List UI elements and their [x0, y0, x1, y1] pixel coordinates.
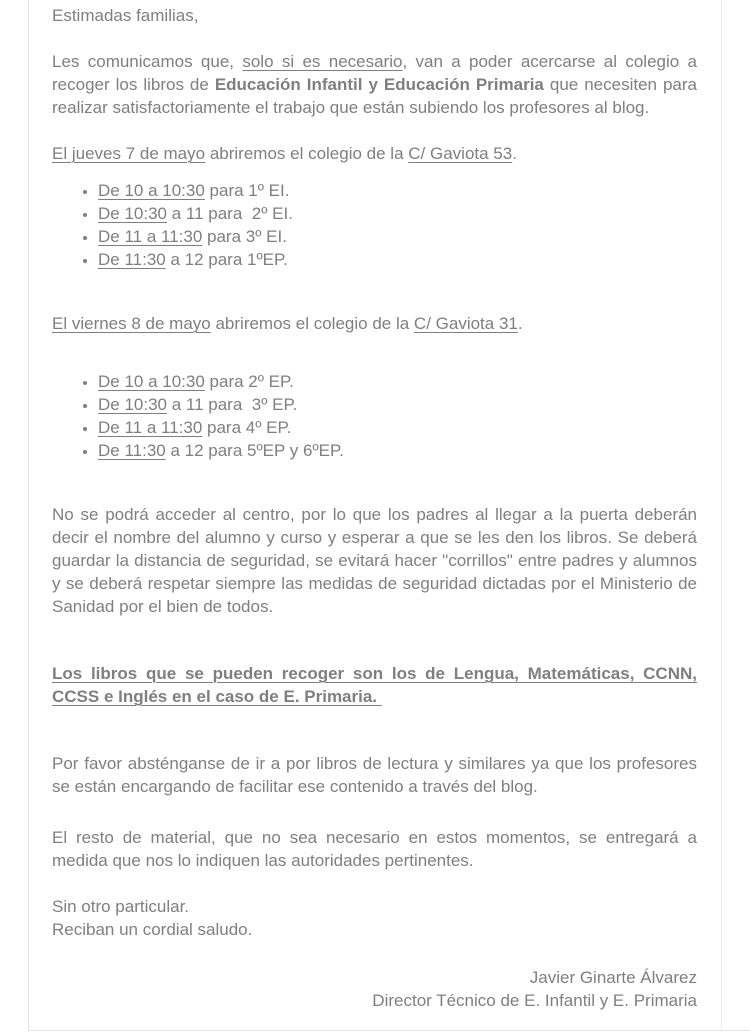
remaining-material-paragraph: El resto de material, que no sea necesario en estos momentos, se entregará a medida que nos lo indiquen las autoridades pertinentes.: [52, 828, 697, 870]
friday-heading: [52, 312, 697, 335]
time-range: De 11 a 11:30: [98, 418, 203, 437]
friday-period: .: [517, 314, 523, 333]
refrain-paragraph: Por favor absténganse de ir a por libros de lectura y similares ya que los profesores se están encargando de facilitar ese contenido a través del blog.: [52, 754, 697, 796]
closing-paragraph: [52, 895, 697, 941]
signature-title: Director Técnico de E. Infantil y E. Primaria: [372, 991, 697, 1010]
friday-date: El viernes 8 de mayo: [52, 314, 211, 333]
schedule-item: [98, 370, 697, 393]
item-text: para 3º EI.: [202, 227, 287, 246]
thursday-heading: [52, 142, 697, 165]
friday-schedule-list: [52, 370, 697, 462]
thursday-text: abriremos el colegio de la: [205, 144, 409, 163]
time-range: De 11 a 11:30: [98, 227, 203, 246]
intro-bold-education-stages: Educación Infantil y Educación Primaria: [214, 75, 544, 94]
thursday-date: El jueves 7 de mayo: [52, 144, 206, 163]
time-range: De 11:30: [98, 441, 166, 460]
item-text: para 1º EI.: [204, 181, 290, 200]
time-range: De 10 a 10:30: [98, 181, 205, 200]
item-text: a 12 para 1ºEP.: [165, 250, 288, 269]
schedule-item: [98, 248, 697, 271]
friday-address: C/ Gaviota 31: [413, 314, 518, 333]
time-range: De 10:30: [98, 395, 167, 414]
time-range: De 10 a 10:30: [98, 372, 205, 391]
item-text: a 11 para 2º EI.: [167, 204, 293, 223]
books-available-paragraph: Los libros que se pueden recoger son los de Lengua, Matemáticas, CCNN, CCSS e Inglés en el caso de E. Primaria.: [52, 664, 697, 706]
intro-underlined-condition: solo si es necesario: [242, 52, 403, 71]
item-text: para 2º EP.: [204, 372, 294, 391]
schedule-item: [98, 179, 697, 202]
intro-text-1: Les comunicamos que,: [52, 52, 243, 71]
thursday-schedule-list: [52, 179, 697, 271]
schedule-item: [98, 416, 697, 439]
signature-name: Javier Ginarte Álvarez: [529, 968, 697, 987]
schedule-item: [98, 202, 697, 225]
thursday-period: .: [512, 144, 517, 163]
letter-content: [28, 0, 722, 1030]
intro-text-2: , van a poder acercarse al colegio a recoger los libros de: [52, 52, 697, 94]
item-text: a 12 para 5ºEP y 6ºEP.: [165, 441, 344, 460]
time-range: De 10:30: [98, 204, 167, 223]
schedule-item: [98, 225, 697, 248]
greeting: Estimadas familias,: [52, 6, 199, 25]
signature-block: [52, 966, 697, 1012]
bottom-divider: [28, 1030, 750, 1031]
time-range: De 11:30: [98, 250, 166, 269]
closing-line-2: Reciban un cordial saludo.: [52, 920, 253, 939]
intro-paragraph: [52, 50, 697, 119]
friday-text: abriremos el colegio de la: [210, 314, 414, 333]
schedule-item: [98, 393, 697, 416]
schedule-item: [98, 439, 697, 462]
item-text: para 4º EP.: [202, 418, 292, 437]
intro-text-3: que necesiten para realizar satisfactoriamente el trabajo que están subiendo los profesores al blog.: [52, 75, 697, 117]
closing-line-1: Sin otro particular.: [52, 897, 190, 916]
thursday-address: C/ Gaviota 53: [408, 144, 513, 163]
access-rules-paragraph: No se podrá acceder al centro, por lo que los padres al llegar a la puerta deberán decir el nombre del alumno y curso y esperar a que se les den los libros. Se deberá guardar la distancia de seguridad, se evitará hacer "corrillos" entre padres y alumnos y se deberá respetar siempre las medidas de seguridad dictadas por el Ministerio de Sanidad por el bien de todos.: [52, 505, 697, 616]
item-text: a 11 para 3º EP.: [167, 395, 298, 414]
